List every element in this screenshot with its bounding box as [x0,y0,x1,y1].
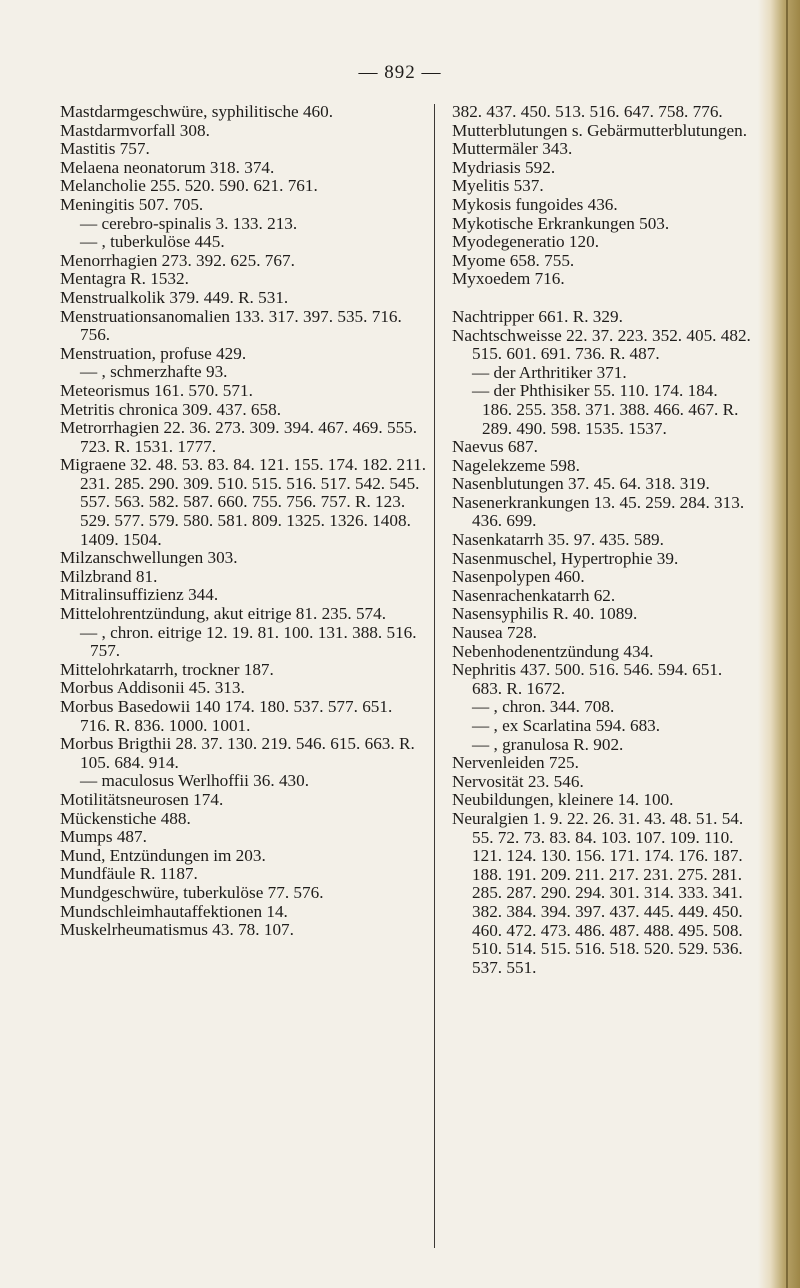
index-entry: Mumps 487. [60,827,147,847]
index-subentry: — , ex Scarlatina 594. 683. [472,716,661,735]
index-entry: Myome 658. 755. [452,250,575,270]
index-entry: Mutterblutungen s. Gebärmutterblutungen. [452,120,747,140]
index-entry: Muttermäler 343. [452,139,573,159]
index-entry: Nasenerkrankungen 13. 45. 259. 284. 313. 436. 699. [452,492,745,531]
index-column-right [452,103,752,977]
index-entry: Nasenpolypen 460. [452,567,585,587]
index-subentry: — , granulosa R. 902. [472,734,624,754]
index-entry: Nasenmuschel, Hypertrophie 39. [452,548,679,568]
index-subentry: — , chron. 344. 708. [472,697,615,717]
index-entry: Nagelekzeme 598. [452,455,580,475]
index-entry: Nausea 728. [452,623,537,643]
index-entry: 382. 437. 450. 513. 516. 647. 758. 776. [452,102,723,121]
index-entry: Mastitis 757. [60,139,150,159]
index-entry: Mückenstiche 488. [60,808,191,828]
index-entry: Morbus Addisonii 45. 313. [60,678,245,698]
index-entry: Neuralgien 1. 9. 22. 26. 31. 43. 48. 51. 54. 55. 72. 73. 83. 84. 103. 107. 109. 110. 121. 124. 130. 156. 171. 174. 176. 187. 188. 191. 209. 211. 217. 231. 275. 281. 285. 287. 290. 294. 301. 314. 333. 341. 382. 384. 394. 397. 437. 445. 449. 450. 460. 472. 473. 486. 487. 488. 495. 508. 510. 514. 515. 516. 518. 520. 529. 536. 537. 551. [452,808,744,977]
index-entry: Meningitis 507. 705. [60,194,204,214]
index-subentry: — , chron. eitrige 12. 19. 81. 100. 131. 388. 516. 757. [80,622,417,661]
index-entry: Nasenkatarrh 35. 97. 435. 589. [452,530,664,550]
index-entry: Nervosität 23. 546. [452,771,584,791]
index-entry: Motilitätsneurosen 174. [60,789,224,809]
index-entry: Mastdarmgeschwüre, syphilitische 460. [60,102,334,121]
index-entry: Mitralinsuffizienz 344. [60,585,219,605]
page-number: — 892 — [358,62,442,83]
index-entry: Myodegeneratio 120. [452,232,600,252]
index-entry: Milzanschwellungen 303. [60,548,238,568]
index-entry: Mykosis fungoides 436. [452,194,618,214]
index-entry: Mundgeschwüre, tuberkulöse 77. 576. [60,882,324,902]
page-edge [758,0,800,1288]
index-entry: Nebenhodenentzündung 434. [452,641,654,661]
index-entry: Mittelohrentzündung, akut eitrige 81. 235. 574. [60,604,387,624]
index-entry: Mastdarmvorfall 308. [60,120,210,140]
index-subentry: — der Phthisiker 55. 110. 174. 184. 186. 255. 358. 371. 388. 466. 467. R. 289. 490. 598. 1535. 1537. [472,381,739,438]
index-column-left [60,103,426,940]
index-subentry: — der Arthritiker 371. [472,362,627,382]
index-entry: Morbus Basedowii 140 174. 180. 537. 577. 651. 716. R. 836. 1000. 1001. [60,697,393,735]
index-entry: Mentagra R. 1532. [60,269,189,289]
index-entry: Meteorismus 161. 570. 571. [60,380,253,400]
index-entry: Nachtripper 661. R. 329. [452,306,623,326]
index-entry: Mund, Entzündungen im 203. [60,845,266,865]
index-entry: Menorrhagien 273. 392. 625. 767. [60,250,295,270]
index-entry: Metritis chronica 309. 437. 658. [60,399,282,419]
index-entry: Mundfäule R. 1187. [60,864,198,884]
index-entry: Nasensyphilis R. 40. 1089. [452,604,638,624]
entry-gap [452,289,752,308]
index-subentry: — maculosus Werlhoffii 36. 430. [80,771,310,791]
index-entry: Morbus Brigthii 28. 37. 130. 219. 546. 615. 663. R. 105. 684. 914. [60,734,415,772]
page-edge-line [786,0,788,1288]
index-entry: Mittelohrkatarrh, trockner 187. [60,659,274,679]
index-entry: Muskelrheumatismus 43. 78. 107. [60,920,294,940]
index-subentry: — , tuberkulöse 445. [80,232,225,252]
index-entry: Neubildungen, kleinere 14. 100. [452,790,674,810]
index-entry: Menstruationsanomalien 133. 317. 397. 535. 716. 756. [60,306,402,345]
index-entry: Menstruation, profuse 429. [60,343,247,363]
index-entry: Nachtschweisse 22. 37. 223. 352. 405. 482. 515. 601. 691. 736. R. 487. [452,325,751,364]
index-entry: Naevus 687. [452,437,538,457]
index-entry: Melancholie 255. 520. 590. 621. 761. [60,176,318,196]
index-entry: Myxoedem 716. [452,269,565,289]
index-entry: Migraene 32. 48. 53. 83. 84. 121. 155. 174. 182. 211. 231. 285. 290. 309. 510. 515. 516. 517. 542. 545. 557. 563. 582. 587. 660. 755. 756. 757. R. 123. 529. 577. 579. 580. 581. 809. 1325. 1326. 1408. 1409. 1504. [60,455,426,549]
index-entry: Metrorrhagien 22. 36. 273. 309. 394. 467. 469. 555. 723. R. 1531. 1777. [60,418,418,456]
index-entry: Nasenrachenkatarrh 62. [452,585,616,605]
index-entry: Myelitis 537. [452,176,544,196]
index-entry: Menstrualkolik 379. 449. R. 531. [60,287,289,307]
index-subentry: — , schmerzhafte 93. [80,362,228,382]
index-entry: Melaena neonatorum 318. 374. [60,157,275,177]
index-entry: Mundschleimhautaffektionen 14. [60,901,288,921]
index-entry: Mykotische Erkrankungen 503. [452,213,670,233]
index-entry: Milzbrand 81. [60,566,158,586]
index-entry: Mydriasis 592. [452,157,556,177]
index-entry: Nephritis 437. 500. 516. 546. 594. 651. 683. R. 1672. [452,660,723,698]
index-subentry: — cerebro-spinalis 3. 133. 213. [80,213,298,233]
index-entry: Nasenblutungen 37. 45. 64. 318. 319. [452,474,710,494]
index-entry: Nervenleiden 725. [452,753,579,773]
column-divider [434,104,435,1248]
